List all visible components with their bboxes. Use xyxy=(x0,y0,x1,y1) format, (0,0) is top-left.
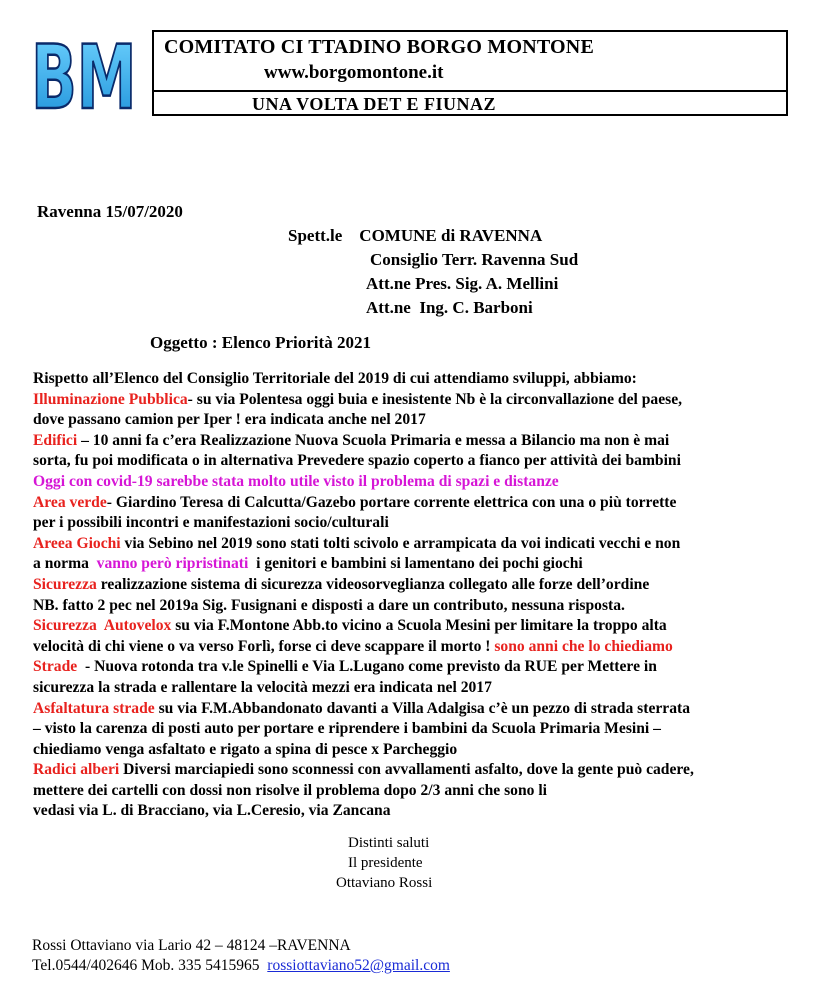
letter-closing xyxy=(300,833,490,893)
organization-name: COMITATO CI TTADINO BORGO MONTONE xyxy=(164,36,594,58)
item-label: Illuminazione Pubblica xyxy=(33,390,188,408)
item-text-line: – visto la carenza di posti auto per portare e riprendere i bambini da Scuola Primaria Mesini – xyxy=(33,720,661,738)
item-text: su via F.M.Abbandonato davanti a Villa Adalgisa c’è un pezzo di strada sterrata xyxy=(154,699,690,717)
recipient-line-2: Consiglio Terr. Ravenna Sud xyxy=(370,250,579,269)
item-text-line: mettere dei cartelli con dossi non risolve il problema dopo 2/3 anni che sono li xyxy=(33,781,548,799)
item-radici xyxy=(33,760,803,781)
item-strade xyxy=(33,657,803,678)
item-text-line xyxy=(33,637,803,658)
body-intro: Rispetto all’Elenco del Consiglio Territoriale del 2019 di cui attendiamo sviluppi, abbiamo: xyxy=(33,370,637,387)
item-text: a norma xyxy=(33,555,97,573)
sender-phones: Tel.0544/402646 Mob. 335 5415965 xyxy=(32,957,268,974)
letter-date: Ravenna 15/07/2020 xyxy=(37,202,183,221)
sender-contacts xyxy=(32,956,450,976)
sender-address: Rossi Ottaviano via Lario 42 – 48124 –RAVENNA xyxy=(32,937,351,954)
item-asfaltatura xyxy=(33,699,803,720)
website-url: www.borgomontone.it xyxy=(264,62,444,83)
motto: UNA VOLTA DET E FIUNAZ xyxy=(252,94,497,114)
item-text: - Giardino Teresa di Calcutta/Gazebo portare corrente elettrica con una o più torrette xyxy=(106,493,677,511)
item-text: - su via Polentesa oggi buia e inesistente Nb è la circonvallazione del paese, xyxy=(187,390,683,408)
item-label: Area verde xyxy=(33,493,107,511)
header-divider xyxy=(154,90,786,92)
highlight-text: vanno però ripristinati xyxy=(96,555,249,573)
item-label: Radici alberi xyxy=(33,761,120,779)
item-text: velocità di chi viene o va verso Forlì, forse ci deve scappare il morto ! xyxy=(33,637,495,655)
item-text: i genitori e bambini si lamentano dei pochi giochi xyxy=(248,555,583,573)
item-sicurezza xyxy=(33,575,803,596)
item-label: Areea Giochi xyxy=(33,534,121,552)
recipient-line-3: Att.ne Pres. Sig. A. Mellini xyxy=(366,274,559,293)
item-label: Strade xyxy=(33,658,78,676)
item-text: su via F.Montone Abb.to vicino a Scuola Mesini per limitare la troppo alta xyxy=(171,617,667,635)
bm-logo xyxy=(28,18,140,124)
item-label: Sicurezza Autovelox xyxy=(33,617,172,635)
item-label: Edifici xyxy=(33,431,78,449)
item-text: - Nuova rotonda tra v.le Spinelli e Via L.Lugano come previsto da RUE per Mettere in xyxy=(77,658,657,676)
closing-greeting: Distinti saluti xyxy=(348,835,430,851)
logo-letters: BM xyxy=(31,27,137,124)
item-label: Asfaltatura strade xyxy=(33,699,155,717)
item-text-line xyxy=(33,554,803,575)
recipient-line-1: Spett.le COMUNE di RAVENNA xyxy=(288,226,543,245)
item-text: Diversi marciapiedi sono sconnessi con avvallamenti asfalto, dove la gente può cadere, xyxy=(119,761,694,779)
sender-footer xyxy=(32,936,450,976)
item-edifici xyxy=(33,431,803,452)
item-text-line: per i possibili incontri e manifestazioni socio/culturali xyxy=(33,514,389,532)
covid-note: Oggi con covid-19 sarebbe stata molto utile visto il problema di spazi e distanze xyxy=(33,472,559,490)
item-text-line: dove passano camion per Iper ! era indicata anche nel 2017 xyxy=(33,411,426,429)
item-text-line: chiediamo venga asfaltato e rigato a spina di pesce x Parcheggio xyxy=(33,740,458,758)
item-illuminazione xyxy=(33,390,803,411)
recipient-line-4: Att.ne Ing. C. Barboni xyxy=(366,298,533,317)
closing-signatory: Ottaviano Rossi xyxy=(336,875,433,891)
item-giochi xyxy=(33,534,803,555)
item-text: via Sebino nel 2019 sono stati tolti scivolo e arrampicata da voi indicati vecchi e non xyxy=(120,534,681,552)
item-text-line: sicurezza la strada e rallentare la velocità mezzi era indicata nel 2017 xyxy=(33,678,492,696)
item-text: realizzazione sistema di sicurezza videosorveglianza collegato alle forze dell’ordine xyxy=(96,575,650,593)
letterhead-box xyxy=(152,30,788,116)
item-text: – 10 anni fa c’era Realizzazione Nuova Scuola Primaria e messa a Bilancio ma non è mai xyxy=(77,431,670,449)
item-text-line: NB. fatto 2 pec nel 2019a Sig. Fusignani e disposti a dare un contributo, nessuna risposta. xyxy=(33,596,625,614)
item-area-verde xyxy=(33,493,803,514)
letter-subject: Oggetto : Elenco Priorità 2021 xyxy=(150,333,371,352)
item-text-line: sorta, fu poi modificata o in alternativa Prevedere spazio coperto a fianco per attività dei bambini xyxy=(33,452,681,470)
item-label: Sicurezza xyxy=(33,575,97,593)
item-autovelox xyxy=(33,616,803,637)
sender-email-link[interactable]: rossiottaviano52@gmail.com xyxy=(267,957,450,974)
letter-body xyxy=(33,369,803,822)
highlight-text: sono anni che lo chiediamo xyxy=(494,637,673,655)
closing-role: Il presidente xyxy=(348,855,423,871)
item-text-line: vedasi via L. di Bracciano, via L.Ceresio, via Zancana xyxy=(33,802,391,820)
